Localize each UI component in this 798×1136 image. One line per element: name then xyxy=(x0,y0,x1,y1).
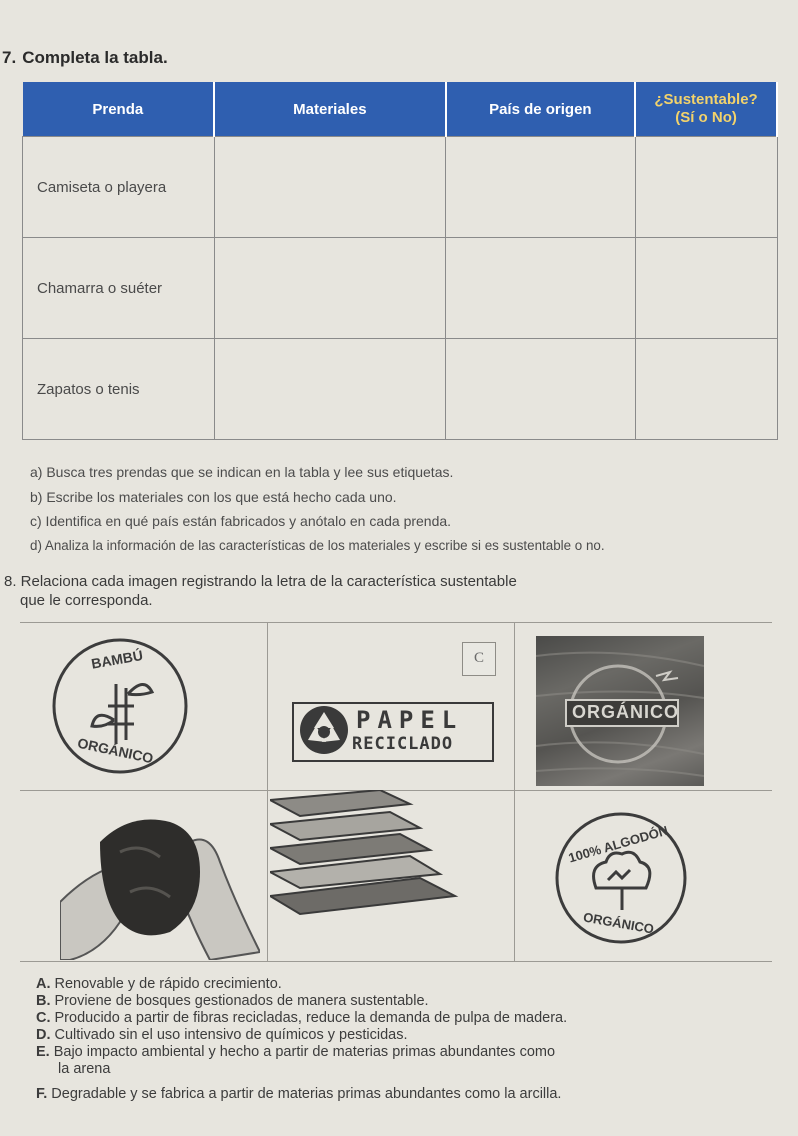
instruction-b: b) Escribe los materiales con los que está hecho cada uno. xyxy=(30,488,397,505)
option-letter: F. xyxy=(36,1086,48,1102)
bambu-organico-seal xyxy=(48,636,198,786)
table-row xyxy=(23,339,778,440)
option-text: Renovable y de rápido crecimiento. xyxy=(54,976,282,992)
instructions-list xyxy=(30,460,605,558)
option-text: Bajo impacto ambiental y hecho a partir de materias primas abundantes como xyxy=(53,1044,556,1060)
header-sustentable-line1: ¿Sustentable? xyxy=(654,91,758,108)
table-row xyxy=(23,137,778,238)
wood-planks-photo xyxy=(270,790,460,930)
answer-cell-sustentable-1[interactable] xyxy=(635,137,777,238)
list-item xyxy=(36,1044,567,1061)
organico-wood-photo xyxy=(536,636,704,786)
instruction-d: d) Analiza la información de las características de los materiales y escribe si es sustentable o no. xyxy=(30,537,605,553)
bambu-seal-bottom-text: ORGÁNICO xyxy=(76,734,155,767)
reciclado-text: RECICLADO xyxy=(352,734,454,754)
option-text: Producido a partir de fibras recicladas, reduce la demanda de pulpa de madera. xyxy=(54,1010,568,1026)
header-prenda: Prenda xyxy=(23,82,215,137)
answer-cell-materiales-3[interactable] xyxy=(214,339,445,440)
grid-divider xyxy=(514,622,515,962)
option-text: Degradable y se fabrica a partir de materias primas abundantes como la arcilla. xyxy=(51,1086,562,1102)
question-8-line2: que le corresponda. xyxy=(20,592,153,609)
option-letter: E. xyxy=(36,1044,50,1060)
table-header-row xyxy=(23,82,778,137)
bambu-seal-top-text: BAMBÚ xyxy=(89,646,145,672)
option-text: la arena xyxy=(58,1061,111,1077)
instruction-c: c) Identifica en qué país están fabricados y anótalo en cada prenda. xyxy=(30,513,452,529)
list-item xyxy=(36,993,567,1010)
header-sustentable-line2: (Sí o No) xyxy=(675,109,737,126)
answer-cell-pais-3[interactable] xyxy=(446,339,636,440)
option-text: Cultivado sin el uso intensivo de químicos y pesticidas. xyxy=(54,1027,408,1043)
recycle-icon xyxy=(296,702,352,758)
option-letter: D. xyxy=(36,1027,51,1043)
answer-cell-pais-1[interactable] xyxy=(446,137,636,238)
grid-divider xyxy=(267,622,268,962)
algodon-organico-seal xyxy=(546,806,696,956)
header-pais-origen: País de origen xyxy=(446,82,636,137)
row-label-zapatos: Zapatos o tenis xyxy=(23,339,215,440)
question-7-title xyxy=(2,48,168,68)
papel-text: PAPEL xyxy=(356,706,464,734)
question-7-text: Completa la tabla. xyxy=(22,48,168,67)
option-letter: B. xyxy=(36,993,51,1009)
clay-hands-photo xyxy=(60,802,260,960)
question-8-line1: 8. Relaciona cada imagen registrando la letra de la característica sustentable xyxy=(4,573,517,590)
image-matching-grid xyxy=(20,622,772,962)
option-letter: C. xyxy=(36,1010,51,1026)
algodon-seal-top-text: 100% ALGODÓN xyxy=(566,822,670,866)
garment-table xyxy=(22,82,778,440)
answer-cell-materiales-2[interactable] xyxy=(214,238,445,339)
list-item xyxy=(36,1086,567,1103)
algodon-seal-bottom-text: ORGÁNICO xyxy=(582,909,656,937)
list-item xyxy=(36,1061,567,1078)
answer-cell-materiales-1[interactable] xyxy=(214,137,445,238)
question-7-number: 7. xyxy=(2,48,17,67)
grid-divider xyxy=(20,961,772,962)
list-item xyxy=(36,1027,567,1044)
answer-letter-box[interactable]: C xyxy=(462,642,496,676)
list-item xyxy=(36,976,567,993)
characteristics-list xyxy=(36,976,567,1103)
answer-cell-pais-2[interactable] xyxy=(446,238,636,339)
cotton-icon xyxy=(594,852,650,910)
question-8-prompt xyxy=(4,572,517,610)
answer-cell-sustentable-2[interactable] xyxy=(635,238,777,339)
list-item xyxy=(36,1010,567,1027)
option-text: Proviene de bosques gestionados de manera sustentable. xyxy=(54,993,429,1009)
answer-cell-sustentable-3[interactable] xyxy=(635,339,777,440)
instruction-a: a) Busca tres prendas que se indican en la tabla y lee sus etiquetas. xyxy=(30,464,454,480)
papel-reciclado-logo xyxy=(292,702,494,762)
header-materiales: Materiales xyxy=(214,82,445,137)
header-sustentable xyxy=(635,82,777,137)
bamboo-icon xyxy=(92,684,152,744)
option-letter: A. xyxy=(36,976,51,992)
row-label-chamarra: Chamarra o suéter xyxy=(23,238,215,339)
table-row xyxy=(23,238,778,339)
grid-divider xyxy=(20,622,772,623)
row-label-camiseta: Camiseta o playera xyxy=(23,137,215,238)
organico-stamp-text: ORGÁNICO xyxy=(572,702,679,722)
